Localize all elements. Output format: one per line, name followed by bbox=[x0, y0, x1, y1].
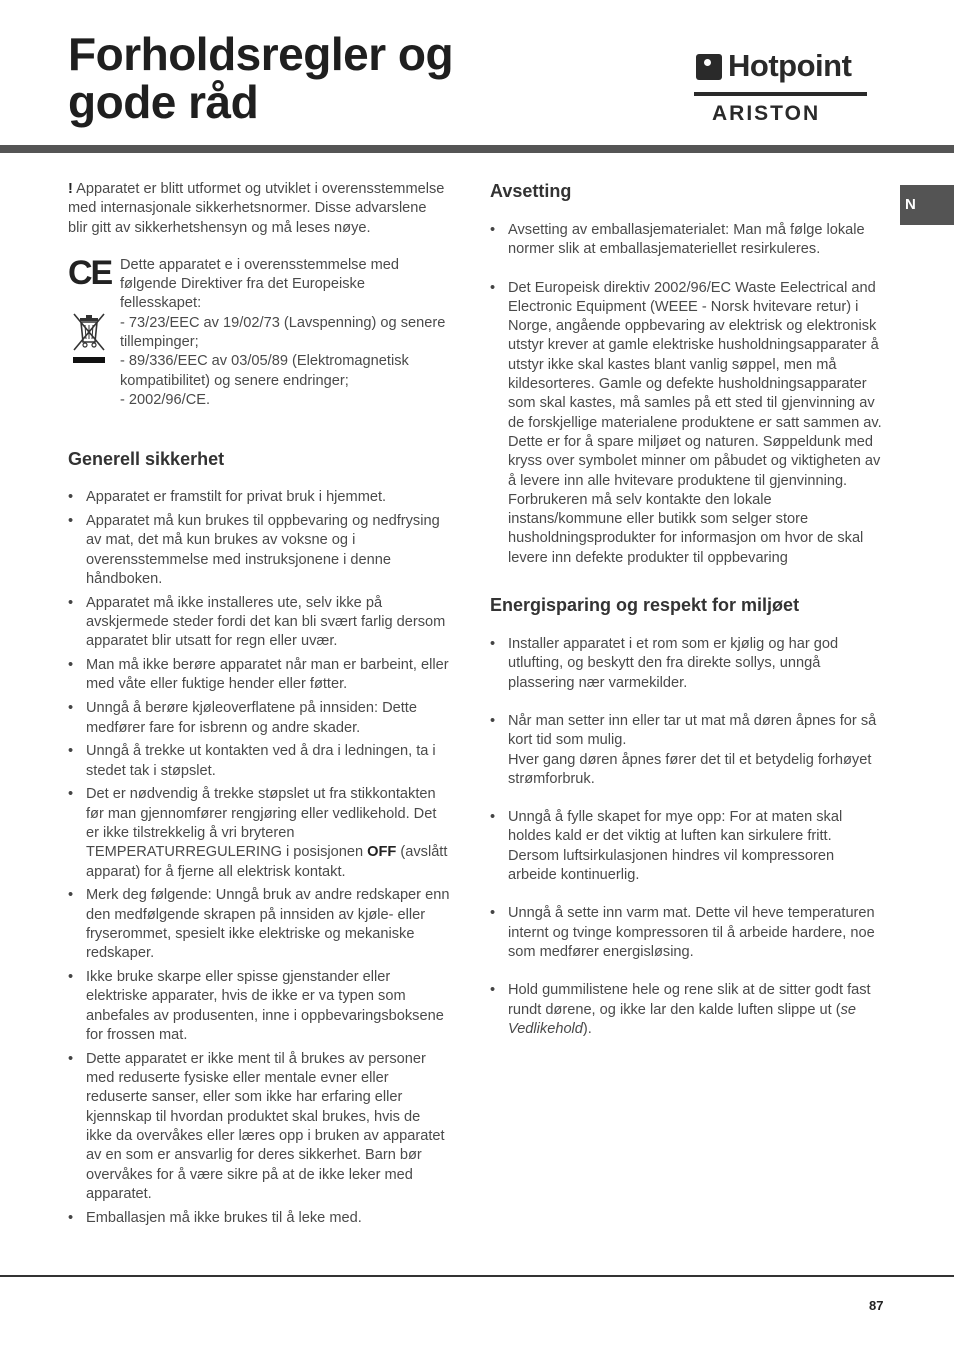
header-divider bbox=[0, 145, 954, 153]
page-number: 87 bbox=[869, 1298, 884, 1313]
hotpoint-ariston-logo bbox=[694, 48, 869, 128]
list-item: • Unngå å sette inn varm mat. Dette vil heve temperaturen internt og tvinge kompressoren til å arbeide hardere, noe som medfører energisløsing. bbox=[490, 904, 882, 962]
maintenance-reference: se Vedlikehold bbox=[508, 1001, 857, 1037]
off-label: OFF bbox=[367, 844, 397, 861]
general-safety-list bbox=[68, 488, 450, 1228]
ce-mark-icon: CE bbox=[68, 253, 112, 292]
logo-brand: Hotpoint bbox=[728, 48, 852, 83]
ce-line-1: Dette apparatet e i overensstemmelse med følgende Direktiver fra det Europeiske fellesskapet: bbox=[120, 256, 400, 312]
logo-rule bbox=[694, 92, 867, 96]
list-item: • Apparatet må kun brukes til oppbevaring og nedfrysing av mat, det må kun brukes av voksne og i overensstemmelse med instruksjonene i denne håndboken. bbox=[68, 512, 450, 589]
energy-heading: Energisparing og respekt for miljøet bbox=[490, 595, 800, 616]
list-item bbox=[490, 981, 882, 1039]
logo-sub: ARISTON bbox=[712, 102, 821, 125]
list-item: • Man må ikke berøre apparatet når man er barbeint, eller med våte eller fuktige hender eller føtter. bbox=[68, 656, 450, 695]
right-column bbox=[490, 180, 882, 1058]
language-tab: N bbox=[900, 185, 954, 225]
item-text: Det er nødvendig å trekke støpslet ut fra stikkontakten før man gjennomfører rengjøring eller vedlikehold. Det er ikke tilstrekkelig å vri bryteren TEMPERATURREGULERING i posisjonen bbox=[86, 786, 437, 861]
list-item: • Avsetting av emballasjematerialet: Man må følge lokale normer slik at emballasjemateriellet resirkuleres. bbox=[490, 221, 882, 260]
list-item: • Unngå å trekke ut kontakten ved å dra i ledningen, ta i stedet tak i støpslet. bbox=[68, 742, 450, 781]
ce-line-2: - 73/23/EEC av 19/02/73 (Lavspenning) og senere tillempinger; bbox=[120, 314, 446, 351]
list-item: • Unngå å fylle skapet for mye opp: For at maten skal holdes kald er det viktig at luften kan sirkulere fritt. Dersom luftsirkulasjonen hindres vil kompressoren arbeide kontinuerlig. bbox=[490, 808, 882, 885]
weee-bin-icon bbox=[72, 312, 106, 366]
disposal-list bbox=[490, 221, 882, 568]
item-text: ). bbox=[582, 1020, 592, 1037]
ce-declaration bbox=[68, 253, 450, 410]
list-item bbox=[490, 712, 882, 789]
list-item: • Emballasjen må ikke brukes til å leke med. bbox=[68, 1209, 450, 1228]
intro-text: Apparatet er blitt utformet og utviklet i overensstemmelse med internasjonale sikkerhetsnormer. Disse advarslene blir gitt av sikkerhetshensyn og må leses nøye. bbox=[68, 181, 445, 236]
list-item bbox=[68, 785, 450, 881]
list-item: • Ikke bruke skarpe eller spisse gjenstander eller elektriske apparater, hvis de ikke er va typen som anbefales av produsenten, inne i oppbevaringsboksene for frossen mat. bbox=[68, 968, 450, 1045]
warning-mark: ! bbox=[68, 181, 73, 197]
list-item: • Installer apparatet i et rom som er kjølig og har god utlufting, og beskytt den fra direkte sollys, unngå plassering nær varmekilder. bbox=[490, 635, 882, 693]
item-text: (avslått apparat) for å fjerne all elektrisk kontakt. bbox=[86, 844, 448, 880]
list-item: • Merk deg følgende: Unngå bruk av andre redskaper enn den medfølgende skrapen på innsiden av kjøle- eller fryserommet, spesielt ikke elektriske og mekaniske redskaper. bbox=[68, 886, 450, 963]
logo-square-icon bbox=[696, 54, 722, 80]
footer-divider bbox=[0, 1275, 954, 1277]
ce-line-3: - 89/336/EEC av 03/05/89 (Elektromagnetisk kompatibilitet) og senere endringer; bbox=[120, 353, 409, 389]
list-item: • Det Europeisk direktiv 2002/96/EC Waste Eelectrical and Electronic Equipment (WEEE - Norsk hvitevare retur) i Norge, angående oppbevaring av elektrisk og elektronisk utstyr krever at gamle elektriske husholdningsapparater å utstyr ikke skal kastes blant vanlig søppel, men må kildesorteres. Gamle og defekte husholdningsapparater som skal kastes, må samles på ett sted til gjenvinning av de forskjellige materialene produktene er satt sammen av. Dette er for å spare miljøet og naturen. Søppeldunk med kryss over symbolet minner om påbudet og viktigheten av å levere inn alle hvitevare produktene til gjenvinning. Forbrukeren må selv kontakte den lokale instans/kommune eller butikk som selger store husholdningsprodukter for informasjon om hvor de skal levere inn defekte produkter til oppbevaring bbox=[490, 279, 882, 568]
item-text: Hver gang døren åpnes fører det til et betydelig forhøyet strømforbruk. bbox=[508, 751, 872, 787]
energy-list bbox=[490, 635, 882, 1039]
item-text: Når man setter inn eller tar ut mat må døren åpnes for så kort tid som mulig. bbox=[508, 712, 877, 749]
page-title: Forholdsregler og gode råd bbox=[68, 28, 454, 128]
item-text: Hold gummilistene hele og rene slik at de sitter godt fast rundt dørene, og ikke lar den kalde luften slippe ut ( bbox=[508, 982, 871, 1018]
intro-paragraph bbox=[68, 180, 450, 238]
disposal-heading: Avsetting bbox=[490, 181, 572, 201]
general-safety-heading: Generell sikkerhet bbox=[68, 449, 225, 470]
left-column bbox=[68, 180, 450, 1232]
list-item: • Apparatet er framstilt for privat bruk i hjemmet. bbox=[68, 488, 450, 507]
list-item: • Unngå å berøre kjøleoverflatene på innsiden: Dette medfører fare for isbrenn og andre skader. bbox=[68, 699, 450, 738]
list-item: • Apparatet må ikke installeres ute, selv ikke på avskjermede steder fordi det kan bli svært farlig dersom apparatet blir utsatt for regn eller uvær. bbox=[68, 594, 450, 652]
ce-line-4: - 2002/96/CE. bbox=[120, 391, 211, 408]
list-item: • Dette apparatet er ikke ment til å brukes av personer med reduserte fysiske eller mentale evner eller reduserte sanser, eller som ikke har erfaring eller kjennskap til hvordan produktet skal brukes, hvis de ikke da overvåkes eller læres opp i bruken av apparatet av en som er ansvarlig for deres sikkerhet. Barn bør overvåkes for å være sikre på at de ikke leker med apparatet. bbox=[68, 1050, 450, 1204]
